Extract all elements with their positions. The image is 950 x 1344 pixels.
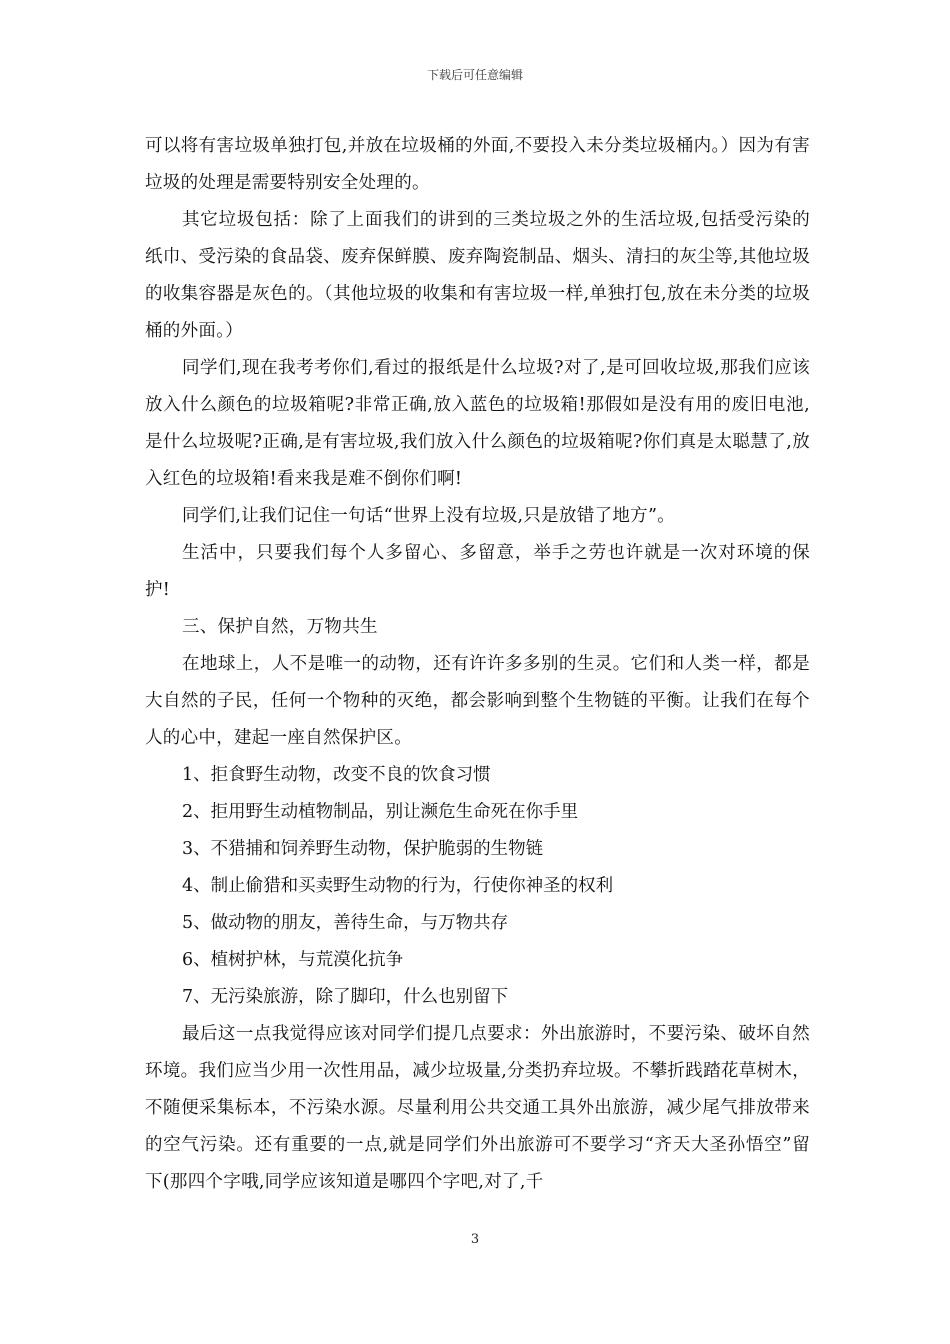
paragraph-travel: 最后这一点我觉得应该对同学们提几点要求：外出旅游时，不要污染、破坏自然环境。我们应当少用一次性用品，减少垃圾量,分类扔弃垃圾。不攀折践踏花草树木，不随便采集标本，不污染水源。尽量利用公共交通工具外出旅游，减少尾气排放带来的空气污染。还有重要的一点,就是同学们外出旅游可不要学习“齐天大圣孙悟空”留下(那四个字哦,同学应该知道是哪四个字吧,对了,千: [145, 1024, 810, 1192]
paragraph-quiz: 同学们,现在我考考你们,看过的报纸是什么垃圾?对了,是可回收垃圾,那我们应该放入什么颜色的垃圾箱呢?非常正确,放入蓝色的垃圾箱!那假如是没有用的废旧电池,是什么垃圾呢?正确,是有害垃圾,我们放入什么颜色的垃圾箱呢?你们真是太聪慧了,放入红色的垃圾箱!看来我是难不倒你们啊!: [145, 358, 810, 489]
document-body: [145, 128, 810, 1201]
list-item: 2、拒用野生动植物制品，别让濒危生命死在你手里: [182, 802, 579, 822]
list-item: 4、制止偷猎和买卖野生动物的行为，行使你神圣的权利: [182, 876, 614, 896]
list-item: 1、拒食野生动物，改变不良的饮食习惯: [182, 765, 491, 785]
page-number: 3: [470, 1232, 480, 1247]
paragraph-hazardous-waste: 可以将有害垃圾单独打包,并放在垃圾桶的外面,不要投入未分类垃圾桶内。）因为有害垃圾的处理是需要特别安全处理的。: [145, 136, 810, 193]
page-header: 下载后可任意编辑: [426, 68, 523, 82]
list-item: 3、不猎捕和饲养野生动物，保护脆弱的生物链: [182, 839, 544, 859]
paragraph-other-waste: 其它垃圾包括：除了上面我们的讲到的三类垃圾之外的生活垃圾,包括受污染的纸巾、受污染的食品袋、废弃保鲜膜、废弃陶瓷制品、烟头、清扫的灰尘等,其他垃圾的收集容器是灰色的。（其他垃圾的收集和有害垃圾一样,单独打包,放在未分类的垃圾桶的外面。）: [145, 210, 810, 341]
paragraph-motto: 同学们,让我们记住一句话“世界上没有垃圾,只是放错了地方”。: [182, 506, 676, 526]
paragraph-nature: 在地球上，人不是唯一的动物，还有许许多多别的生灵。它们和人类一样，都是大自然的子民，任何一个物种的灭绝，都会影响到整个生物链的平衡。让我们在每个人的心中，建起一座自然保护区。: [145, 654, 810, 748]
list-item: 6、植树护林，与荒漠化抗争: [182, 950, 404, 970]
section-heading: 三、保护自然，万物共生: [182, 617, 378, 637]
paragraph-daily-life: 生活中，只要我们每个人多留心、多留意，举手之劳也许就是一次对环境的保护!: [145, 543, 810, 600]
list-item: 7、无污染旅游，除了脚印，什么也别留下: [182, 987, 509, 1007]
list-item: 5、做动物的朋友，善待生命，与万物共存: [182, 913, 509, 933]
